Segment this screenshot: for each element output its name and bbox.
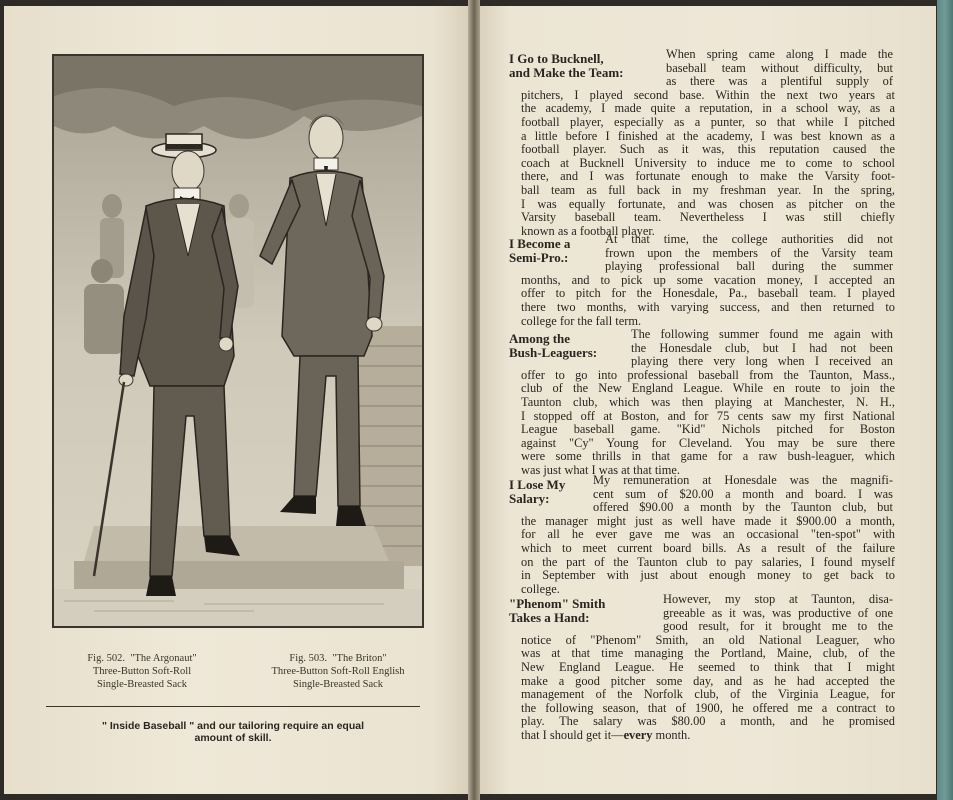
text-line: I was equally fortunate, and was chosen as pitcher on the bbox=[521, 196, 895, 211]
section-body-lines bbox=[521, 89, 895, 239]
section-body-lines bbox=[521, 274, 895, 328]
text-line: offer to go into professional baseball from the Taunton, Mass., bbox=[521, 367, 895, 382]
figure-name: "The Argonaut" bbox=[130, 653, 197, 664]
section-heading bbox=[509, 597, 639, 625]
text-line: college. bbox=[521, 581, 560, 596]
text-line: baseball team without difficulty, but bbox=[666, 60, 893, 75]
text-line: ball team as full back in my freshman year. In the spring, bbox=[521, 182, 895, 197]
section-lead-lines bbox=[605, 233, 893, 274]
book-gutter bbox=[468, 0, 480, 800]
text-line: pitchers, I played second base. Within the next two years at bbox=[521, 87, 895, 102]
text-line: the manager might just as well have made it $900.00 a month, bbox=[521, 513, 895, 528]
text-line: good result, for it brought me to the bbox=[663, 619, 893, 634]
section-lead-lines bbox=[666, 48, 893, 89]
tagline-line-1: " Inside Baseball " and our tailoring require an equal bbox=[101, 720, 364, 732]
advertising-tagline bbox=[50, 720, 416, 744]
text-line: the following season, that of 1900, he offered me a contract to bbox=[521, 700, 895, 715]
section-lead-lines bbox=[631, 328, 893, 369]
text-line: offered $90.00 a month by the Taunton club, but bbox=[593, 500, 893, 515]
text-line: the Honesdale club, but I had not been bbox=[631, 340, 893, 355]
figure-desc-line-1: Three-Button Soft-Roll English bbox=[271, 666, 405, 677]
text-line: At that time, the college authorities did not bbox=[605, 232, 893, 246]
section-heading-line: Semi-Pro.: bbox=[509, 250, 569, 265]
section-heading bbox=[509, 332, 639, 360]
text-line: management of the Norfolk club, of the Virginia League, for bbox=[521, 687, 895, 702]
figure-desc-line-1: Three-Button Soft-Roll bbox=[92, 666, 192, 677]
text-line: League baseball game. "Kid" Nichols pitched for Boston bbox=[521, 422, 895, 437]
section-heading-line: I Lose My bbox=[509, 477, 566, 492]
figure-caption-502 bbox=[62, 652, 222, 691]
section-heading-line: and Make the Team: bbox=[509, 65, 624, 80]
text-line-end: month. bbox=[652, 727, 691, 742]
divider-rule bbox=[46, 706, 420, 707]
text-line: I stopped off at Boston, and for 75 cents saw my first National bbox=[521, 408, 895, 423]
text-line: for all he ever gave me was an occasional "ten-spot" with bbox=[521, 527, 895, 542]
text-line: Taunton club, which was then playing at Manchester, N. H., bbox=[521, 394, 895, 409]
figure-number: Fig. 503. bbox=[289, 653, 328, 664]
emphasis-word: every bbox=[623, 727, 653, 742]
text-line: club of the New England League. While en route to join the bbox=[521, 381, 895, 396]
text-line bbox=[521, 729, 895, 743]
text-line: football player, especially as a punter, so that while I pitched bbox=[521, 114, 895, 129]
figure-desc-line-2: Single-Breasted Sack bbox=[292, 679, 384, 690]
text-line: frown upon the members of the Varsity team bbox=[605, 245, 893, 260]
text-line: The following summer found me again with bbox=[631, 327, 893, 341]
tagline-line-2: amount of skill. bbox=[194, 732, 272, 744]
text-line: When spring came along I made the bbox=[666, 47, 893, 61]
text-line: greeable as it was, was productive of one bbox=[663, 605, 893, 620]
text-line: was just what I was at that time. bbox=[521, 462, 680, 477]
text-line: notice of "Phenom" Smith, an old National Leaguer, who bbox=[521, 632, 895, 647]
section-heading bbox=[509, 52, 639, 80]
text-line: New England League. He seemed to think that I might bbox=[521, 659, 895, 674]
text-line: in September with just about enough money to get back to bbox=[521, 568, 895, 583]
section-heading-line: I Go to Bucknell, bbox=[509, 51, 604, 66]
text-line: college for the fall term. bbox=[521, 313, 642, 328]
section-body-lines bbox=[521, 634, 895, 743]
text-line: the academy, I made quite a reputation, in a school way, as a bbox=[521, 101, 895, 116]
text-line: was at that time managing the Portland, Maine, club, of the bbox=[521, 646, 895, 661]
section-heading-line: "Phenom" Smith bbox=[509, 596, 606, 611]
figure-caption-503 bbox=[250, 652, 426, 691]
text-line: there two months, with varying success, and then returned to bbox=[521, 299, 895, 314]
text-line: offer to pitch for the Honesdale, Pa., baseball team. I played bbox=[521, 286, 895, 301]
section-body-lines bbox=[521, 369, 895, 478]
section-body-lines bbox=[521, 515, 895, 597]
section-heading-line: Takes a Hand: bbox=[509, 610, 590, 625]
text-line: cent sum of $20.00 a month and board. I was bbox=[593, 486, 893, 501]
text-line: play. The salary was $80.00 a month, and he promised bbox=[521, 714, 895, 729]
figure-name: "The Briton" bbox=[332, 653, 387, 664]
section-lead-lines bbox=[593, 474, 893, 515]
figure-desc-line-2: Single-Breasted Sack bbox=[96, 679, 188, 690]
text-line: Varsity baseball team. Nevertheless I was still chiefly bbox=[521, 210, 895, 225]
figure-number: Fig. 502. bbox=[87, 653, 125, 664]
text-line-start: that I should get it— bbox=[521, 727, 624, 742]
text-line: were some thrills in that game for a raw bush-leaguer, which bbox=[521, 449, 895, 464]
cover-edge bbox=[937, 0, 953, 800]
text-line: make a good pitcher some day, and as he had accepted the bbox=[521, 673, 895, 688]
text-line: My remuneration at Honesdale was the magnifi- bbox=[593, 473, 893, 487]
section-heading-line: Among the bbox=[509, 331, 571, 346]
section-lead-lines bbox=[663, 593, 893, 634]
text-line: playing there very long when I received an bbox=[631, 354, 893, 369]
text-line: a little before I finished at the academy, I was best known as a bbox=[521, 128, 895, 143]
text-line: months, and to pick up some vacation money, I accepted an bbox=[521, 272, 895, 287]
two-men-in-suits-drawing bbox=[54, 56, 422, 626]
text-line: playing professional ball during the summer bbox=[605, 259, 893, 274]
text-line: football player. Such as it was, this reputation caused the bbox=[521, 142, 895, 157]
section-heading-line: I Become a bbox=[509, 236, 571, 251]
section-heading-line: Salary: bbox=[509, 491, 550, 506]
text-line: on the part of the Taunton club to pay salaries, I found myself bbox=[521, 554, 895, 569]
fashion-illustration bbox=[52, 54, 424, 628]
text-line: against "Cy" Young for Cleveland. You may be sure there bbox=[521, 435, 895, 450]
text-line: coach at Bucknell University to induce me to come to school bbox=[521, 155, 895, 170]
section-heading-line: Bush-Leaguers: bbox=[509, 345, 598, 360]
text-line: which to meet current board bills. As a result of the failure bbox=[521, 540, 895, 555]
text-line: However, my stop at Taunton, disa- bbox=[663, 592, 893, 606]
text-line: as there was a plentiful supply of bbox=[666, 74, 893, 89]
text-line: there, and I was fortunate enough to make the Varsity foot- bbox=[521, 169, 895, 184]
text-line: known as a football player. bbox=[521, 223, 655, 238]
